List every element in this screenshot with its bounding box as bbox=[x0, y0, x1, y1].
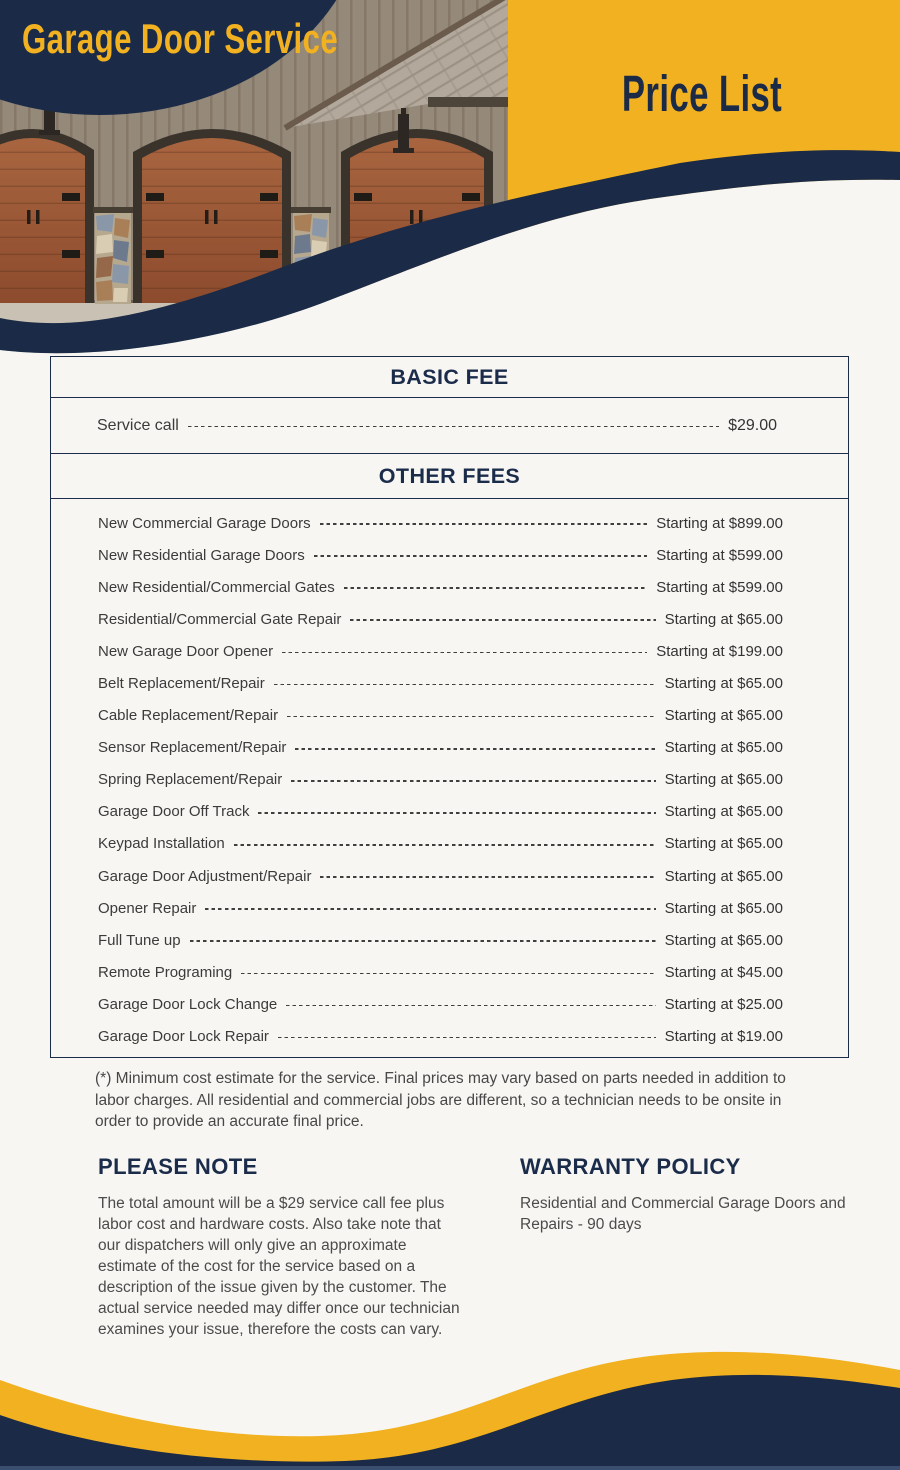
fee-item-label: Garage Door Lock Change bbox=[98, 995, 278, 1013]
fee-item-label: Belt Replacement/Repair bbox=[98, 675, 265, 693]
fee-row bbox=[51, 828, 848, 860]
fee-item-label: Opener Repair bbox=[98, 899, 197, 917]
fee-row bbox=[51, 796, 848, 828]
dashed-leader bbox=[314, 555, 647, 557]
fee-item-price: Starting at $65.00 bbox=[664, 707, 783, 725]
fee-item-label: New Garage Door Opener bbox=[98, 642, 274, 660]
dashed-leader bbox=[320, 876, 655, 878]
fee-row bbox=[51, 571, 848, 603]
fee-item-price: Starting at $65.00 bbox=[664, 771, 783, 789]
warranty-policy-body: Residential and Commercial Garage Doors and Repairs - 90 days bbox=[520, 1195, 846, 1233]
fee-item-label: Sensor Replacement/Repair bbox=[98, 739, 287, 757]
fee-item-price: Starting at $199.00 bbox=[656, 642, 783, 660]
fee-row bbox=[51, 398, 848, 453]
fee-item-label: Residential/Commercial Gate Repair bbox=[98, 610, 342, 628]
fee-item-label: Garage Door Adjustment/Repair bbox=[98, 867, 312, 885]
other-fees-rows bbox=[51, 499, 848, 1057]
fee-row bbox=[51, 539, 848, 571]
dashed-leader bbox=[188, 426, 719, 428]
warranty-policy-heading: WARRANTY POLICY bbox=[520, 1154, 741, 1179]
fee-item-price: Starting at $599.00 bbox=[656, 578, 783, 596]
stone-pillar bbox=[93, 207, 133, 304]
dashed-leader bbox=[350, 619, 655, 621]
fee-row bbox=[51, 603, 848, 635]
fee-item-price: Starting at $599.00 bbox=[656, 546, 783, 564]
fee-item-label: Garage Door Lock Repair bbox=[98, 1028, 269, 1046]
footer-bottom-line bbox=[0, 1466, 900, 1470]
fee-item-price: Starting at $65.00 bbox=[664, 739, 783, 757]
fee-item-label: New Residential/Commercial Gates bbox=[98, 578, 335, 596]
fee-item-label: Service call bbox=[97, 416, 179, 434]
fee-row bbox=[51, 924, 848, 956]
please-note-heading: PLEASE NOTE bbox=[98, 1154, 258, 1179]
dashed-leader bbox=[286, 1005, 655, 1007]
dashed-leader bbox=[291, 780, 655, 782]
fee-item-label: New Residential Garage Doors bbox=[98, 546, 305, 564]
fee-item-label: Cable Replacement/Repair bbox=[98, 707, 279, 725]
fee-row bbox=[51, 892, 848, 924]
dashed-leader bbox=[295, 748, 655, 750]
fee-item-price: Starting at $65.00 bbox=[664, 610, 783, 628]
footer-artwork bbox=[0, 1328, 900, 1470]
fee-item-price: Starting at $45.00 bbox=[664, 963, 783, 981]
fee-item-price: Starting at $19.00 bbox=[664, 1028, 783, 1046]
fee-item-price: Starting at $65.00 bbox=[664, 675, 783, 693]
dashed-leader bbox=[241, 973, 655, 975]
disclaimer-text: (*) Minimum cost estimate for the service. Final prices may vary based on parts needed in addition to labor charges. All residential and commercial jobs are different, so a technician needs to be onsite in order to provide an accurate final price. bbox=[95, 1070, 786, 1130]
fee-item-label: Keypad Installation bbox=[98, 835, 225, 853]
dashed-leader bbox=[287, 716, 655, 718]
fee-item-label: Spring Replacement/Repair bbox=[98, 771, 283, 789]
dashed-leader bbox=[344, 587, 647, 589]
fee-row bbox=[51, 732, 848, 764]
dashed-leader bbox=[278, 1037, 656, 1039]
dashed-leader bbox=[205, 908, 655, 910]
fee-item-price: Starting at $65.00 bbox=[664, 899, 783, 917]
fee-row bbox=[51, 635, 848, 667]
fee-row bbox=[51, 667, 848, 699]
fee-item-price: Starting at $65.00 bbox=[664, 803, 783, 821]
fee-row bbox=[51, 1021, 848, 1053]
basic-fee-rows bbox=[51, 398, 848, 453]
fee-item-price: Starting at $65.00 bbox=[664, 867, 783, 885]
fee-row bbox=[51, 860, 848, 892]
price-table bbox=[50, 356, 849, 1058]
fee-item-label: Remote Programing bbox=[98, 963, 233, 981]
fee-item-label: New Commercial Garage Doors bbox=[98, 514, 311, 532]
fee-row bbox=[51, 988, 848, 1020]
fee-item-label: Full Tune up bbox=[98, 931, 181, 949]
basic-fee-heading: BASIC FEE bbox=[51, 357, 848, 398]
dashed-leader bbox=[234, 844, 656, 846]
fee-row bbox=[51, 764, 848, 796]
dashed-leader bbox=[190, 940, 656, 942]
dashed-leader bbox=[274, 684, 656, 686]
fee-row bbox=[51, 956, 848, 988]
fee-item-price: $29.00 bbox=[728, 416, 777, 434]
fee-item-price: Starting at $25.00 bbox=[664, 995, 783, 1013]
brand-title: Garage Door Service bbox=[22, 16, 339, 63]
fee-item-price: Starting at $65.00 bbox=[664, 931, 783, 949]
dashed-leader bbox=[282, 652, 647, 654]
fee-row bbox=[51, 507, 848, 539]
page-title: Price List bbox=[621, 64, 783, 122]
dashed-leader bbox=[320, 523, 648, 525]
fee-item-price: Starting at $899.00 bbox=[656, 514, 783, 532]
fee-item-price: Starting at $65.00 bbox=[664, 835, 783, 853]
fee-item-label: Garage Door Off Track bbox=[98, 803, 250, 821]
fee-row bbox=[51, 700, 848, 732]
dashed-leader bbox=[258, 812, 655, 814]
please-note-body: The total amount will be a $29 service call fee plus labor cost and hardware costs. Also take note that our dispatchers will only give an approximate estimate of the cost for the service based on a description of the issue given by the customer. The actual service needed may differ once our technician examines your issue, therefore the costs can vary. bbox=[98, 1195, 460, 1338]
other-fees-heading: OTHER FEES bbox=[51, 453, 848, 499]
